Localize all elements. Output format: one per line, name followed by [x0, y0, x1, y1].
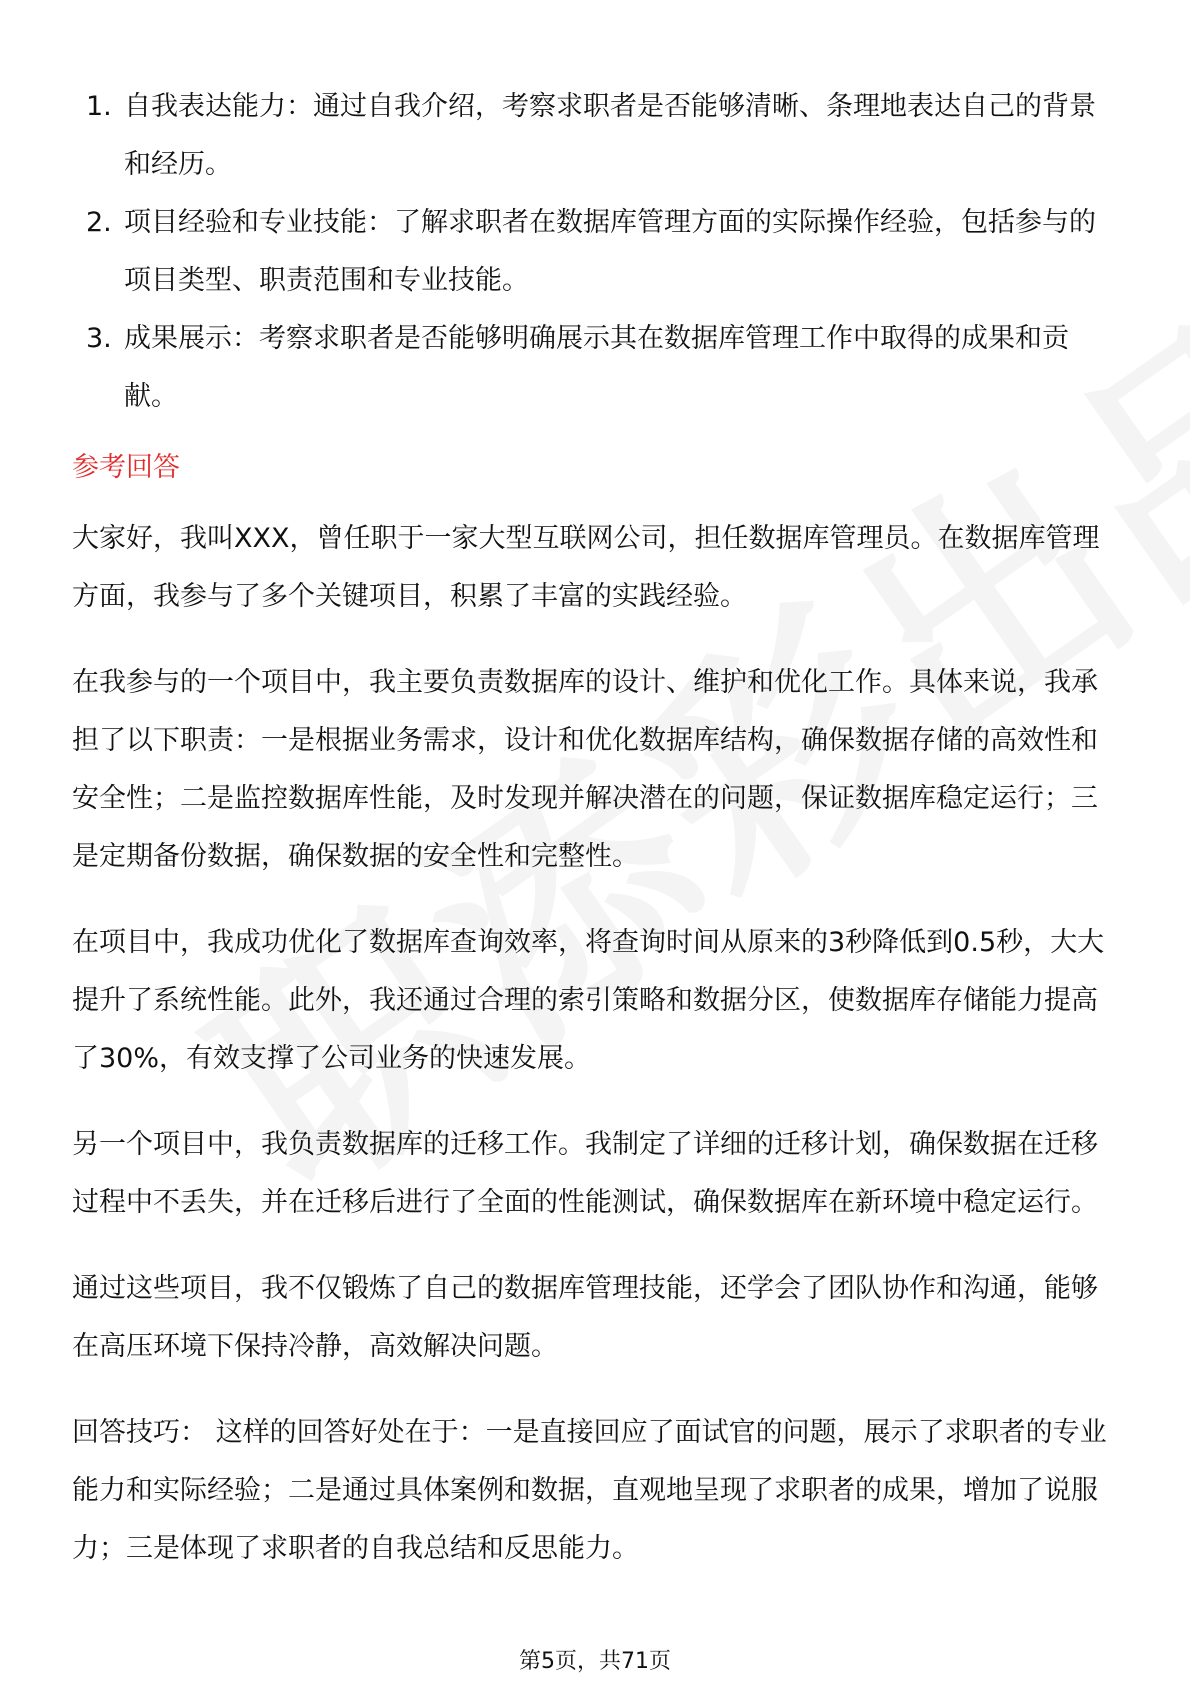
list-number: 2.	[86, 207, 112, 238]
list-item-text: 项目经验和专业技能：了解求职者在数据库管理方面的实际操作经验，包括参与的项目类型、职责范围和专业技能。	[124, 207, 1096, 296]
list-item	[72, 78, 1122, 194]
page-footer: 第5页，共71页	[519, 1649, 671, 1674]
paragraph: 另一个项目中，我负责数据库的迁移工作。我制定了详细的迁移计划，确保数据在迁移过程中不丢失，并在迁移后进行了全面的性能测试，确保数据库在新环境中稳定运行。	[72, 1129, 1098, 1218]
paragraph: 在我参与的一个项目中，我主要负责数据库的设计、维护和优化工作。具体来说，我承担了以下职责：一是根据业务需求，设计和优化数据库结构，确保数据存储的高效性和安全性；二是监控数据库性能，及时发现并解决潜在的问题，保证数据库稳定运行；三是定期备份数据，确保数据的安全性和完整性。	[72, 667, 1098, 872]
list-number: 1.	[86, 91, 112, 122]
list-item-text: 成果展示：考察求职者是否能够明确展示其在数据库管理工作中取得的成果和贡献。	[124, 323, 1069, 412]
list-item-text: 自我表达能力：通过自我介绍，考察求职者是否能够清晰、条理地表达自己的背景和经历。	[124, 91, 1096, 180]
paragraph: 在项目中，我成功优化了数据库查询效率，将查询时间从原来的3秒降低到0.5秒，大大提升了系统性能。此外，我还通过合理的索引策略和数据分区，使数据库存储能力提高了30%，有效支撑了公司业务的快速发展。	[72, 927, 1105, 1074]
list-number: 3.	[86, 323, 112, 354]
document-body	[72, 78, 1122, 1606]
list-item	[72, 194, 1122, 310]
section-title: 参考回答	[72, 452, 180, 483]
paragraph: 通过这些项目，我不仅锻炼了自己的数据库管理技能，还学会了团队协作和沟通，能够在高压环境下保持冷静，高效解决问题。	[72, 1273, 1098, 1362]
paragraph: 大家好，我叫XXX，曾任职于一家大型互联网公司，担任数据库管理员。在数据库管理方面，我参与了多个关键项目，积累了丰富的实践经验。	[72, 523, 1100, 612]
answer-tips-paragraph: 回答技巧： 这样的回答好处在于：一是直接回应了面试官的问题，展示了求职者的专业能力和实际经验；二是通过具体案例和数据，直观地呈现了求职者的成果，增加了说服力；三是体现了求职者的自我总结和反思能力。	[72, 1417, 1107, 1564]
list-item	[72, 310, 1122, 426]
criteria-list	[72, 78, 1122, 426]
